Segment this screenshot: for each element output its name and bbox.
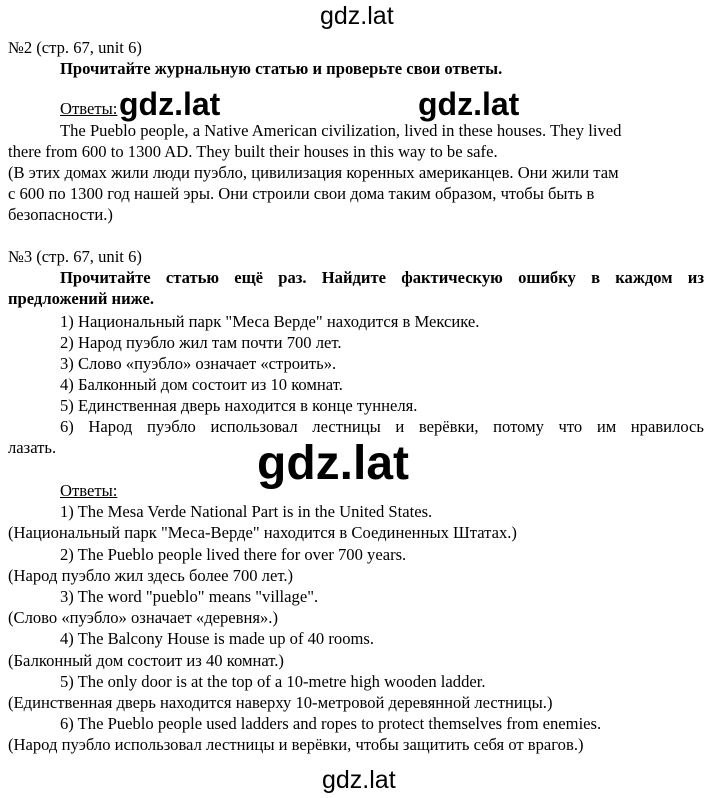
task3-statement-6-text: 6) Народ пуэбло использовал лестницы и верёвки, потому что им нравилось xyxy=(60,417,704,436)
task3-statement-5: 5) Единственная дверь находится в конце туннеля. xyxy=(60,396,418,415)
task3-statement-2: 2) Народ пуэбло жил там почти 700 лет. xyxy=(60,333,342,352)
task3-answer-1-ru: (Национальный парк "Меса-Верде" находится в Соединенных Штатах.) xyxy=(8,523,517,542)
task3-answers-label: Ответы: xyxy=(60,481,118,500)
task3-answer-2-ru: (Народ пуэбло жил здесь более 700 лет.) xyxy=(8,566,294,585)
watermark-left: gdz.lat xyxy=(119,86,221,122)
task2-ru-line1: (В этих домах жили люди пуэбло, цивилизация коренных американцев. Они жили там xyxy=(8,163,619,182)
watermark-middle: gdz.lat xyxy=(257,437,409,490)
task2-en-line2: there from 600 to 1300 AD. They built their houses in this way to be safe. xyxy=(8,142,498,161)
task3-statement-3: 3) Слово «пуэбло» означает «строить». xyxy=(60,354,337,373)
task3-answer-4-en: 4) The Balcony House is made up of 40 rooms. xyxy=(60,629,375,648)
task3-instruction-text1: Прочитайте статью ещё раз. Найдите фактическую ошибку в каждом из xyxy=(60,268,704,287)
task3-answer-1-en: 1) The Mesa Verde National Part is in the United States. xyxy=(60,502,433,521)
task3-answer-3-ru: (Слово «пуэбло» означает «деревня».) xyxy=(8,608,278,627)
watermark-bottom: gdz.lat xyxy=(322,766,396,794)
task3-header: №3 (стр. 67, unit 6) xyxy=(8,247,142,266)
task3-answer-5-ru: (Единственная дверь находится наверху 10-метровой деревянной лестницы.) xyxy=(8,693,553,712)
task3-statement-4: 4) Балконный дом состоит из 10 комнат. xyxy=(60,375,343,394)
watermark-top: gdz.lat xyxy=(320,2,394,30)
task3-statement-1: 1) Национальный парк "Меса Верде" находится в Мексике. xyxy=(60,312,480,331)
watermark-right: gdz.lat xyxy=(418,86,520,122)
task2-en-line1: The Pueblo people, a Native American civilization, lived in these houses. They lived xyxy=(60,121,622,140)
task3-answer-3-en: 3) The word "pueblo" means "village". xyxy=(60,587,319,606)
task3-answer-2-en: 2) The Pueblo people lived there for over 700 years. xyxy=(60,545,407,564)
task3-instruction-line2: предложений ниже. xyxy=(8,289,154,308)
task3-answer-5-en: 5) The only door is at the top of a 10-metre high wooden ladder. xyxy=(60,672,486,691)
task3-statement-6-cont: лазать. xyxy=(8,438,57,457)
task2-ru-line2: с 600 по 1300 год нашей эры. Они строили свои дома таким образом, чтобы быть в xyxy=(8,184,595,203)
task2-instruction: Прочитайте журнальную статью и проверьте свои ответы. xyxy=(60,59,503,78)
task2-header: №2 (стр. 67, unit 6) xyxy=(8,38,142,57)
task2-ru-line3: безопасности.) xyxy=(8,205,113,224)
task3-answer-4-ru: (Балконный дом состоит из 40 комнат.) xyxy=(8,651,284,670)
task2-answers-label: Ответы: xyxy=(60,99,118,118)
task3-answer-6-en: 6) The Pueblo people used ladders and ropes to protect themselves from enemies. xyxy=(60,714,602,733)
task3-answer-6-ru: (Народ пуэбло использовал лестницы и верёвки, чтобы защитить себя от врагов.) xyxy=(8,735,584,754)
